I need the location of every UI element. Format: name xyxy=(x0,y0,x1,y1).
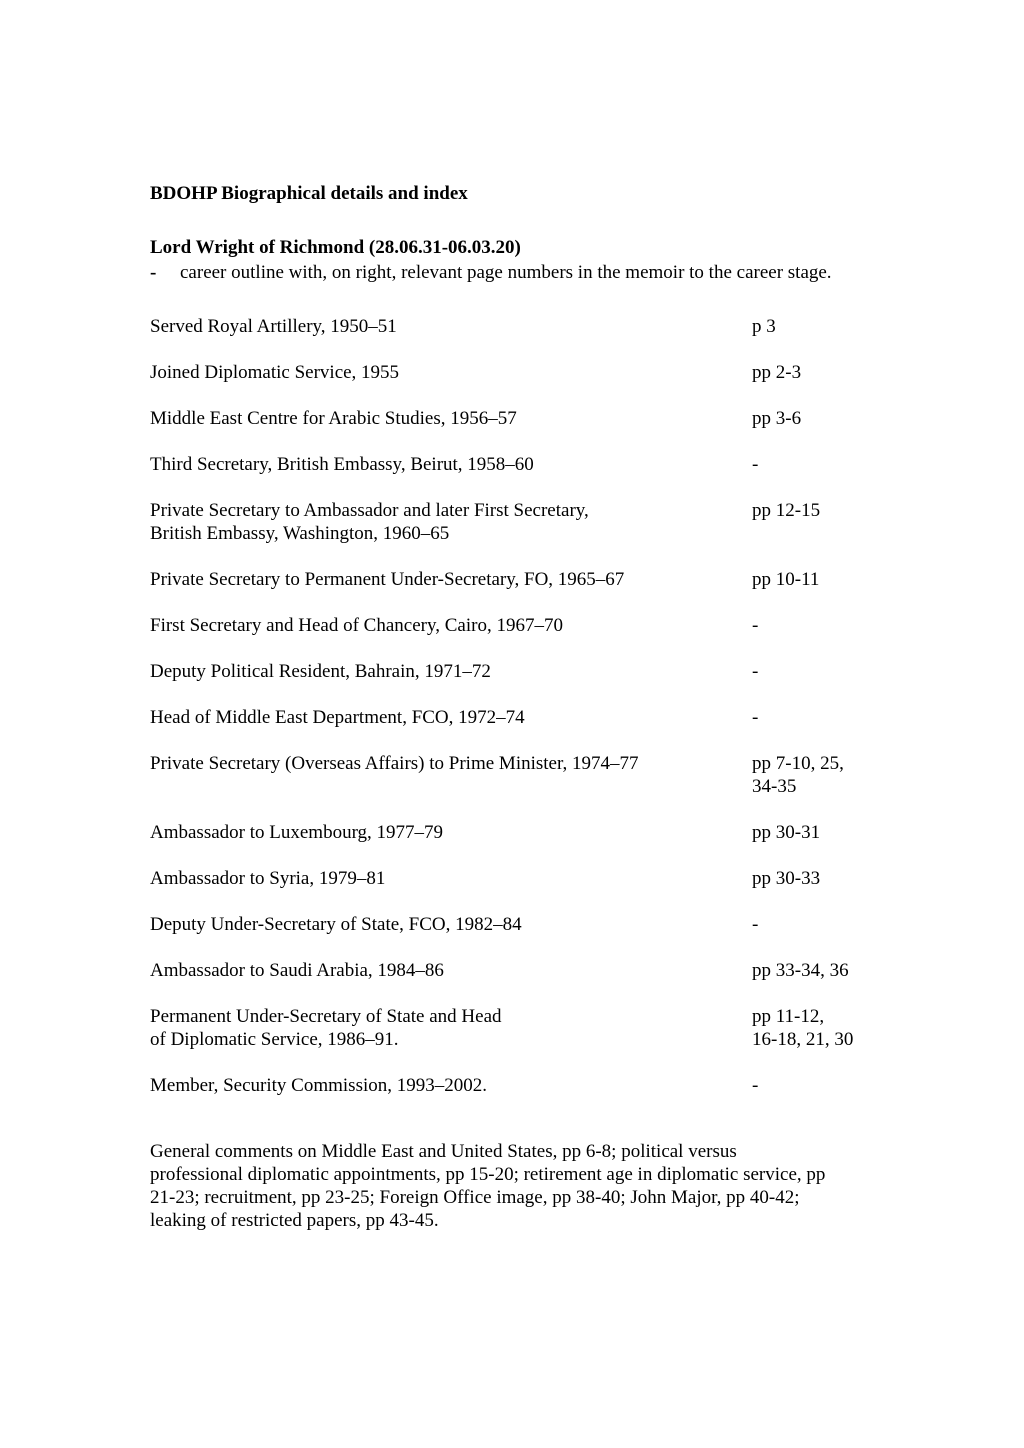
career-pages xyxy=(752,361,880,384)
career-entry xyxy=(150,867,880,890)
career-entry xyxy=(150,499,880,545)
career-pages xyxy=(752,568,880,591)
career-role-line: Deputy Under-Secretary of State, FCO, 1982–84 xyxy=(150,914,522,935)
career-pages xyxy=(752,499,880,545)
career-pages xyxy=(752,407,880,430)
comment-line: 21-23; recruitment, pp 23-25; Foreign Office image, pp 38-40; John Major, pp 40-42; xyxy=(150,1187,800,1208)
career-role-line: Member, Security Commission, 1993–2002. xyxy=(150,1075,487,1096)
career-entry xyxy=(150,361,880,384)
career-pages-line: pp 12-15 xyxy=(752,500,821,521)
career-pages-line: pp 33-34, 36 xyxy=(752,960,849,981)
comment-line: General comments on Middle East and United States, pp 6-8; political versus xyxy=(150,1141,737,1162)
career-pages-line: - xyxy=(752,914,759,935)
comment-line: leaking of restricted papers, pp 43-45. xyxy=(150,1210,439,1231)
career-role xyxy=(150,453,752,476)
career-list xyxy=(150,315,880,1097)
career-pages xyxy=(752,913,880,936)
career-role-line: Ambassador to Syria, 1979–81 xyxy=(150,868,386,889)
career-role xyxy=(150,913,752,936)
career-pages-line: - xyxy=(752,454,759,475)
career-role-line: Private Secretary to Ambassador and later First Secretary, xyxy=(150,500,589,521)
career-pages xyxy=(752,315,880,338)
career-role xyxy=(150,1074,752,1097)
career-entry xyxy=(150,959,880,982)
career-pages xyxy=(752,453,880,476)
career-role-line: Ambassador to Saudi Arabia, 1984–86 xyxy=(150,960,444,981)
career-role-line: Permanent Under-Secretary of State and Head xyxy=(150,1006,502,1027)
career-pages-line: pp 30-33 xyxy=(752,868,821,889)
career-entry xyxy=(150,614,880,637)
career-entry xyxy=(150,315,880,338)
career-entry xyxy=(150,913,880,936)
career-pages xyxy=(752,752,880,798)
career-pages xyxy=(752,660,880,683)
career-pages-line: pp 10-11 xyxy=(752,569,820,590)
career-role xyxy=(150,614,752,637)
career-role-line: Third Secretary, British Embassy, Beirut, 1958–60 xyxy=(150,454,534,475)
career-role-line: of Diplomatic Service, 1986–91. xyxy=(150,1029,399,1050)
general-comments xyxy=(150,1140,880,1232)
career-pages-line: - xyxy=(752,1075,759,1096)
career-role xyxy=(150,568,752,591)
career-entry xyxy=(150,453,880,476)
career-role-line: Middle East Centre for Arabic Studies, 1956–57 xyxy=(150,408,517,429)
document-page xyxy=(150,180,880,1232)
career-role-line: Joined Diplomatic Service, 1955 xyxy=(150,362,400,383)
career-role-line: Ambassador to Luxembourg, 1977–79 xyxy=(150,822,444,843)
career-role-line: British Embassy, Washington, 1960–65 xyxy=(150,523,450,544)
career-entry xyxy=(150,706,880,729)
career-pages-line: pp 11-12, xyxy=(752,1006,825,1027)
career-role xyxy=(150,1005,752,1051)
career-role-line: Served Royal Artillery, 1950–51 xyxy=(150,316,397,337)
career-role xyxy=(150,361,752,384)
career-role xyxy=(150,407,752,430)
career-role-line: Head of Middle East Department, FCO, 1972–74 xyxy=(150,707,525,728)
career-role xyxy=(150,867,752,890)
career-pages-line: - xyxy=(752,615,759,636)
career-pages xyxy=(752,821,880,844)
career-pages-line: pp 2-3 xyxy=(752,362,802,383)
career-role xyxy=(150,499,752,545)
career-pages-line: p 3 xyxy=(752,316,776,337)
career-pages-line: - xyxy=(752,707,759,728)
career-role-line: Private Secretary (Overseas Affairs) to Prime Minister, 1974–77 xyxy=(150,753,639,774)
career-pages-line: 16-18, 21, 30 xyxy=(752,1029,854,1050)
career-entry xyxy=(150,407,880,430)
career-pages xyxy=(752,706,880,729)
career-pages xyxy=(752,614,880,637)
intro-line xyxy=(150,259,880,287)
career-role xyxy=(150,660,752,683)
career-role xyxy=(150,706,752,729)
career-pages xyxy=(752,959,880,982)
career-entry xyxy=(150,752,880,798)
career-entry xyxy=(150,821,880,844)
career-role xyxy=(150,752,752,798)
document-title: BDOHP Biographical details and index xyxy=(150,183,468,204)
career-entry xyxy=(150,568,880,591)
subject-heading: Lord Wright of Richmond (28.06.31-06.03.20) xyxy=(150,237,521,258)
intro-text: career outline with, on right, relevant page numbers in the memoir to the career stage. xyxy=(180,262,832,283)
career-entry xyxy=(150,1074,880,1097)
career-role-line: First Secretary and Head of Chancery, Cairo, 1967–70 xyxy=(150,615,563,636)
career-pages-line: 34-35 xyxy=(752,776,797,797)
career-entry xyxy=(150,1005,880,1051)
career-pages-line: pp 7-10, 25, xyxy=(752,753,844,774)
career-pages xyxy=(752,1005,880,1051)
career-role xyxy=(150,821,752,844)
career-role xyxy=(150,959,752,982)
career-role xyxy=(150,315,752,338)
career-pages xyxy=(752,1074,880,1097)
comment-line: professional diplomatic appointments, pp 15-20; retirement age in diplomatic service, pp xyxy=(150,1164,826,1185)
career-pages-line: pp 3-6 xyxy=(752,408,802,429)
intro-dash: - xyxy=(150,262,157,283)
career-role-line: Private Secretary to Permanent Under-Secretary, FO, 1965–67 xyxy=(150,569,625,590)
career-entry xyxy=(150,660,880,683)
career-pages-line: - xyxy=(752,661,759,682)
career-pages xyxy=(752,867,880,890)
career-pages-line: pp 30-31 xyxy=(752,822,821,843)
career-role-line: Deputy Political Resident, Bahrain, 1971–72 xyxy=(150,661,491,682)
